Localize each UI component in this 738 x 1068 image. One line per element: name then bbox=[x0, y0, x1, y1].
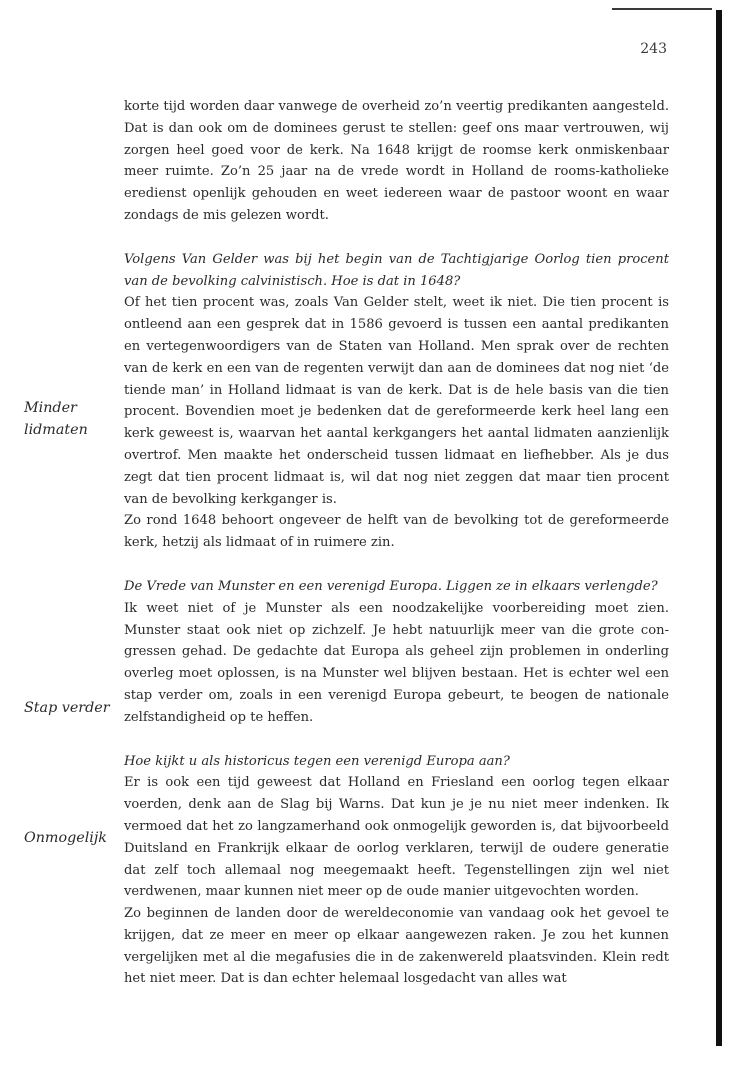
question-historian: Hoe kijkt u als historicus tegen een verenigd Europa aan? bbox=[124, 753, 510, 769]
body-text bbox=[124, 96, 669, 990]
answer-historian: Er is ook een tijd geweest dat Holland en Friesland een oorlog tegen elkaar voerden, denk aan de Slag bij Warns. Dat kun je je nu niet meer indenken. Ik vermoed dat het zo langzamerhand ook onmogelijk geworden is, dat bijvoorbeeld Duitsland en Frankrijk elkaar de oorlog verklaren, terwijl de oudere generatie dat zelf toch allemaal nog meegemaakt heeft. Tegenstellingen zijn wel niet verdwenen, maar kunnen niet meer op de oude manier uitgevochten worden. bbox=[124, 775, 669, 900]
question-europe: De Vrede van Munster en een verenigd Europa. Liggen ze in elkaars verlengde? bbox=[124, 578, 658, 594]
margin-note-line: Onmogelijk bbox=[24, 830, 107, 846]
margin-note-line: Stap verder bbox=[24, 700, 110, 716]
paragraph-gap bbox=[124, 554, 669, 576]
paragraph-intro: korte tijd worden daar vanwege de overheid zo’n veertig predikanten aangesteld. Dat is dan ook om de dominees gerust te stellen: geef ons maar vertrouwen, wij zorgen heel goed voor de kerk. Na 1648 krijgt de roomse kerk onmiskenbaar meer ruimte. Zo’n 25 jaar na de vrede wordt in Holland de rooms-katholieke eredienst openlijk gehouden en weet iedereen waar de pastoor woont en waar zondags de mis gelezen wordt. bbox=[124, 99, 669, 223]
page-edge-bar bbox=[716, 10, 722, 1046]
margin-note-minder-lidmaten bbox=[24, 398, 88, 442]
answer-calvinism: Of het tien procent was, zoals Van Gelder stelt, weet ik niet. Die tien procent is ontleend aan een gesprek dat in 1586 gevoerd is tussen een aantal predikanten en vertegenwoordigers van de Staten van Holland. Men sprak over de rechten van de kerk en een van de regenten verwijt dan aan de dominees dat nog niet ‘de tiende man’ in Holland lidmaat is van de kerk. Dat is de hele basis van die tien procent. Bovendien moet je bedenken dat de gereformeerde kerk heel lang een kerk geweest is, waarvan het aantal kerkgangers het aantal lidmaten aanzienlijk overtrof. Men maakte het onderscheid tussen lidmaat en liefhebber. Als je dus zegt dat tien procent lidmaat is, wil dat nog niet zeggen dat maar tien procent van de bevolking kerkganger is. bbox=[124, 295, 669, 507]
margin-note-line: Minder bbox=[24, 400, 77, 416]
page-number: 243 bbox=[640, 41, 667, 57]
answer-historian-continued: Zo beginnen de landen door de wereldeconomie van vandaag ook het gevoel te krijgen, dat ze meer en meer op elkaar aangewezen raken. Je zou het kunnen vergelijken met al die megafusies die in de zakenwereld plaatsvinden. Klein redt het niet meer. Dat is dan echter helemaal losgedacht van alles wat bbox=[124, 906, 669, 987]
margin-note-line: lidmaten bbox=[24, 421, 88, 438]
top-rule bbox=[612, 8, 712, 10]
margin-note-onmogelijk bbox=[24, 828, 107, 850]
answer-europe: Ik weet niet of je Munster als een noodzakelijke voorbereiding moet zien. Munster staat ook niet op zichzelf. Je hebt natuurlijk meer van die grote congressen gehad. De gedachte dat Europa als geheel zijn problemen in onderling overleg moet oplossen, is na Munster wel blijven bestaan. Het is echter wel een stap verder om, zoals in een verenigd Europa gebeurt, te beogen de nationale zelfstandigheid op te heffen. bbox=[124, 600, 669, 725]
question-calvinism: Volgens Van Gelder was bij het begin van de Tachtigjarige Oorlog tien procent van de bevolking calvinistisch. Hoe is dat in 1648? bbox=[124, 251, 669, 289]
paragraph-gap bbox=[124, 227, 669, 249]
answer-calvinism-continued: Zo rond 1648 behoort ongeveer de helft van de bevolking tot de gereformeerde kerk, hetzij als lidmaat of in ruimere zin. bbox=[124, 513, 669, 551]
paragraph-gap bbox=[124, 729, 669, 751]
margin-note-stap-verder bbox=[24, 698, 110, 720]
